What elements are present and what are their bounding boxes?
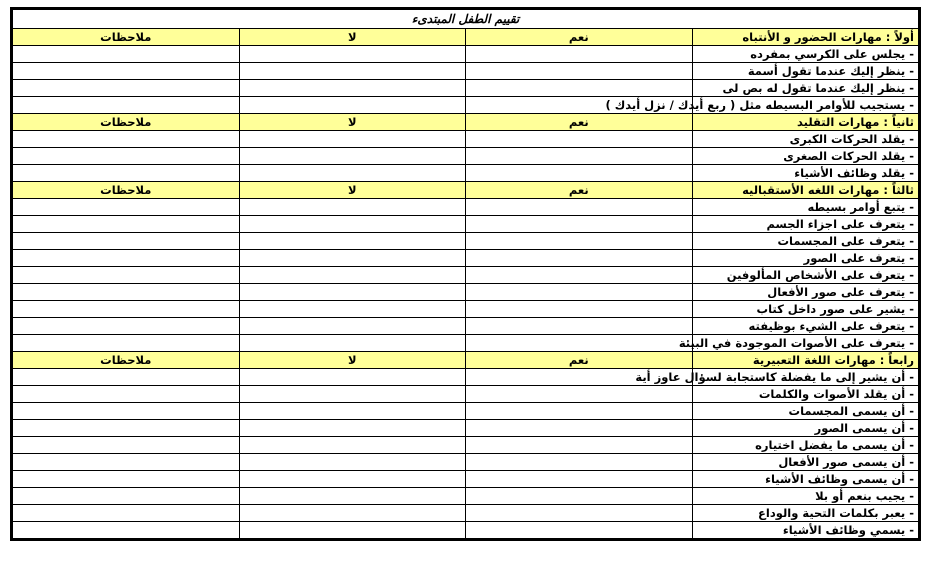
- no-column-header: لا: [239, 352, 466, 369]
- yes-cell[interactable]: [466, 420, 693, 437]
- skill-row: [13, 216, 919, 233]
- skill-row: [13, 46, 919, 63]
- yes-column-header: نعم: [466, 29, 693, 46]
- yes-cell[interactable]: [466, 250, 693, 267]
- skill-row: [13, 165, 919, 182]
- skill-label: - يتعرف على المجسمات: [692, 233, 919, 250]
- skill-row: [13, 522, 919, 539]
- no-cell[interactable]: [239, 437, 466, 454]
- yes-cell[interactable]: [466, 318, 693, 335]
- skill-row: [13, 488, 919, 505]
- no-column-header: لا: [239, 29, 466, 46]
- yes-column-header: نعم: [466, 352, 693, 369]
- notes-cell[interactable]: [13, 437, 240, 454]
- notes-cell[interactable]: [13, 454, 240, 471]
- skill-row: [13, 267, 919, 284]
- skill-label: - يشير على صور داخل كتاب: [692, 301, 919, 318]
- yes-cell[interactable]: [466, 233, 693, 250]
- title-row: [13, 10, 919, 29]
- notes-cell[interactable]: [13, 505, 240, 522]
- no-cell[interactable]: [239, 80, 466, 97]
- yes-cell[interactable]: [466, 505, 693, 522]
- section-heading: ثانياً : مهارات التقليد: [692, 114, 919, 131]
- skill-label: - يتعرف على الشيء بوظيفته: [692, 318, 919, 335]
- no-cell[interactable]: [239, 488, 466, 505]
- skill-label: - أن يقلد الأصوات والكلمات: [692, 386, 919, 403]
- yes-cell[interactable]: [466, 488, 693, 505]
- notes-column-header: ملاحظات: [13, 29, 240, 46]
- no-cell[interactable]: [239, 471, 466, 488]
- yes-cell[interactable]: [466, 335, 693, 352]
- evaluation-sheet: [10, 7, 921, 541]
- skill-row: [13, 454, 919, 471]
- no-cell[interactable]: [239, 165, 466, 182]
- section-heading: أولاً : مهارات الحضور و الأنتباه: [692, 29, 919, 46]
- notes-cell[interactable]: [13, 488, 240, 505]
- skill-row: [13, 131, 919, 148]
- no-cell[interactable]: [239, 97, 466, 114]
- skill-label: - أن يسمى الصور: [692, 420, 919, 437]
- section-header-row: [13, 182, 919, 199]
- no-cell[interactable]: [239, 46, 466, 63]
- skill-row: [13, 386, 919, 403]
- skill-label: - يتعرف على الأصوات الموجودة في البيئة: [692, 335, 919, 352]
- notes-cell[interactable]: [13, 369, 240, 386]
- yes-cell[interactable]: [466, 216, 693, 233]
- skill-label: - يتعرف على الأشخاص المألوفين: [692, 267, 919, 284]
- no-column-header: لا: [239, 182, 466, 199]
- skill-row: [13, 335, 919, 352]
- skill-row: [13, 471, 919, 488]
- sheet-title: تقييم الطفل المبتدىء: [13, 10, 919, 29]
- evaluation-table: [12, 9, 919, 539]
- skill-row: [13, 63, 919, 80]
- skill-label: - يسمي وظائف الأشياء: [692, 522, 919, 539]
- skill-label: - يقلد وظائف الأشياء: [692, 165, 919, 182]
- section-heading: رابعاً : مهارات اللغة التعبيرية: [692, 352, 919, 369]
- skill-row: [13, 97, 919, 114]
- skill-label: - أن يشير إلى ما يفضلة كاستجابة لسؤال عاوز أية: [692, 369, 919, 386]
- skill-label: - يقلد الحركات الكبرى: [692, 131, 919, 148]
- notes-cell[interactable]: [13, 131, 240, 148]
- skill-label: - أن يسمى المجسمات: [692, 403, 919, 420]
- skill-row: [13, 250, 919, 267]
- yes-cell[interactable]: [466, 80, 693, 97]
- notes-cell[interactable]: [13, 301, 240, 318]
- notes-cell[interactable]: [13, 335, 240, 352]
- yes-column-header: نعم: [466, 114, 693, 131]
- yes-cell[interactable]: [466, 267, 693, 284]
- notes-cell[interactable]: [13, 386, 240, 403]
- skill-row: [13, 403, 919, 420]
- skill-label: - يعبر بكلمات التحية والوداع: [692, 505, 919, 522]
- notes-cell[interactable]: [13, 471, 240, 488]
- yes-cell[interactable]: [466, 437, 693, 454]
- no-column-header: لا: [239, 114, 466, 131]
- notes-cell[interactable]: [13, 284, 240, 301]
- skill-row: [13, 369, 919, 386]
- no-cell[interactable]: [239, 267, 466, 284]
- notes-cell[interactable]: [13, 233, 240, 250]
- skill-label: - ينظر إليك عندما تقول أسمة: [692, 63, 919, 80]
- no-cell[interactable]: [239, 250, 466, 267]
- section-heading: ثالثاً : مهارات اللغه الأستقباليه: [692, 182, 919, 199]
- no-cell[interactable]: [239, 63, 466, 80]
- yes-cell[interactable]: [466, 131, 693, 148]
- yes-cell[interactable]: [466, 471, 693, 488]
- notes-cell[interactable]: [13, 420, 240, 437]
- no-cell[interactable]: [239, 216, 466, 233]
- skill-label: - يجيب بنعم أو بلا: [692, 488, 919, 505]
- no-cell[interactable]: [239, 335, 466, 352]
- yes-cell[interactable]: [466, 165, 693, 182]
- skill-row: [13, 148, 919, 165]
- skill-label: - يجلس على الكرسي بمفرده: [692, 46, 919, 63]
- skill-row: [13, 199, 919, 216]
- skill-label: - يتعرف على اجزاء الجسم: [692, 216, 919, 233]
- yes-column-header: نعم: [466, 182, 693, 199]
- no-cell[interactable]: [239, 505, 466, 522]
- yes-cell[interactable]: [466, 63, 693, 80]
- notes-cell[interactable]: [13, 318, 240, 335]
- yes-cell[interactable]: [466, 46, 693, 63]
- yes-cell[interactable]: [466, 284, 693, 301]
- skill-label: - يقلد الحركات الصغرى: [692, 148, 919, 165]
- yes-cell[interactable]: [466, 386, 693, 403]
- yes-cell[interactable]: [466, 403, 693, 420]
- notes-cell[interactable]: [13, 148, 240, 165]
- skill-row: [13, 505, 919, 522]
- no-cell[interactable]: [239, 284, 466, 301]
- no-cell[interactable]: [239, 199, 466, 216]
- no-cell[interactable]: [239, 148, 466, 165]
- notes-cell[interactable]: [13, 522, 240, 539]
- yes-cell[interactable]: [466, 199, 693, 216]
- skill-row: [13, 301, 919, 318]
- notes-column-header: ملاحظات: [13, 114, 240, 131]
- skill-label: - ينظر إليك عندما تقول له بص لى: [692, 80, 919, 97]
- section-header-row: [13, 114, 919, 131]
- notes-cell[interactable]: [13, 216, 240, 233]
- notes-column-header: ملاحظات: [13, 352, 240, 369]
- skill-label: - يتبع أوامر بسيطه: [692, 199, 919, 216]
- skill-label: - يتعرف على صور الأفعال: [692, 284, 919, 301]
- skill-label: - يتعرف على الصور: [692, 250, 919, 267]
- notes-cell[interactable]: [13, 403, 240, 420]
- no-cell[interactable]: [239, 318, 466, 335]
- skill-label: - أن يسمى ما يفضل اختياره: [692, 437, 919, 454]
- notes-cell[interactable]: [13, 80, 240, 97]
- notes-cell[interactable]: [13, 199, 240, 216]
- notes-column-header: ملاحظات: [13, 182, 240, 199]
- skill-row: [13, 437, 919, 454]
- notes-cell[interactable]: [13, 250, 240, 267]
- section-header-row: [13, 352, 919, 369]
- skill-label: - أن يسمى وظائف الأشياء: [692, 471, 919, 488]
- no-cell[interactable]: [239, 369, 466, 386]
- notes-cell[interactable]: [13, 267, 240, 284]
- yes-cell[interactable]: [466, 454, 693, 471]
- no-cell[interactable]: [239, 522, 466, 539]
- no-cell[interactable]: [239, 131, 466, 148]
- skill-row: [13, 80, 919, 97]
- no-cell[interactable]: [239, 454, 466, 471]
- skill-row: [13, 284, 919, 301]
- notes-cell[interactable]: [13, 97, 240, 114]
- yes-cell[interactable]: [466, 522, 693, 539]
- yes-cell[interactable]: [466, 301, 693, 318]
- section-header-row: [13, 29, 919, 46]
- notes-cell[interactable]: [13, 165, 240, 182]
- no-cell[interactable]: [239, 403, 466, 420]
- yes-cell[interactable]: [466, 148, 693, 165]
- no-cell[interactable]: [239, 386, 466, 403]
- notes-cell[interactable]: [13, 46, 240, 63]
- skill-row: [13, 233, 919, 250]
- skill-label: - يستجيب للأوامر البسيطه مثل ( ربع أيدك / نزل أيدك ): [692, 97, 919, 114]
- skill-label: - أن يسمى صور الأفعال: [692, 454, 919, 471]
- no-cell[interactable]: [239, 420, 466, 437]
- no-cell[interactable]: [239, 301, 466, 318]
- notes-cell[interactable]: [13, 63, 240, 80]
- skill-row: [13, 420, 919, 437]
- skill-row: [13, 318, 919, 335]
- no-cell[interactable]: [239, 233, 466, 250]
